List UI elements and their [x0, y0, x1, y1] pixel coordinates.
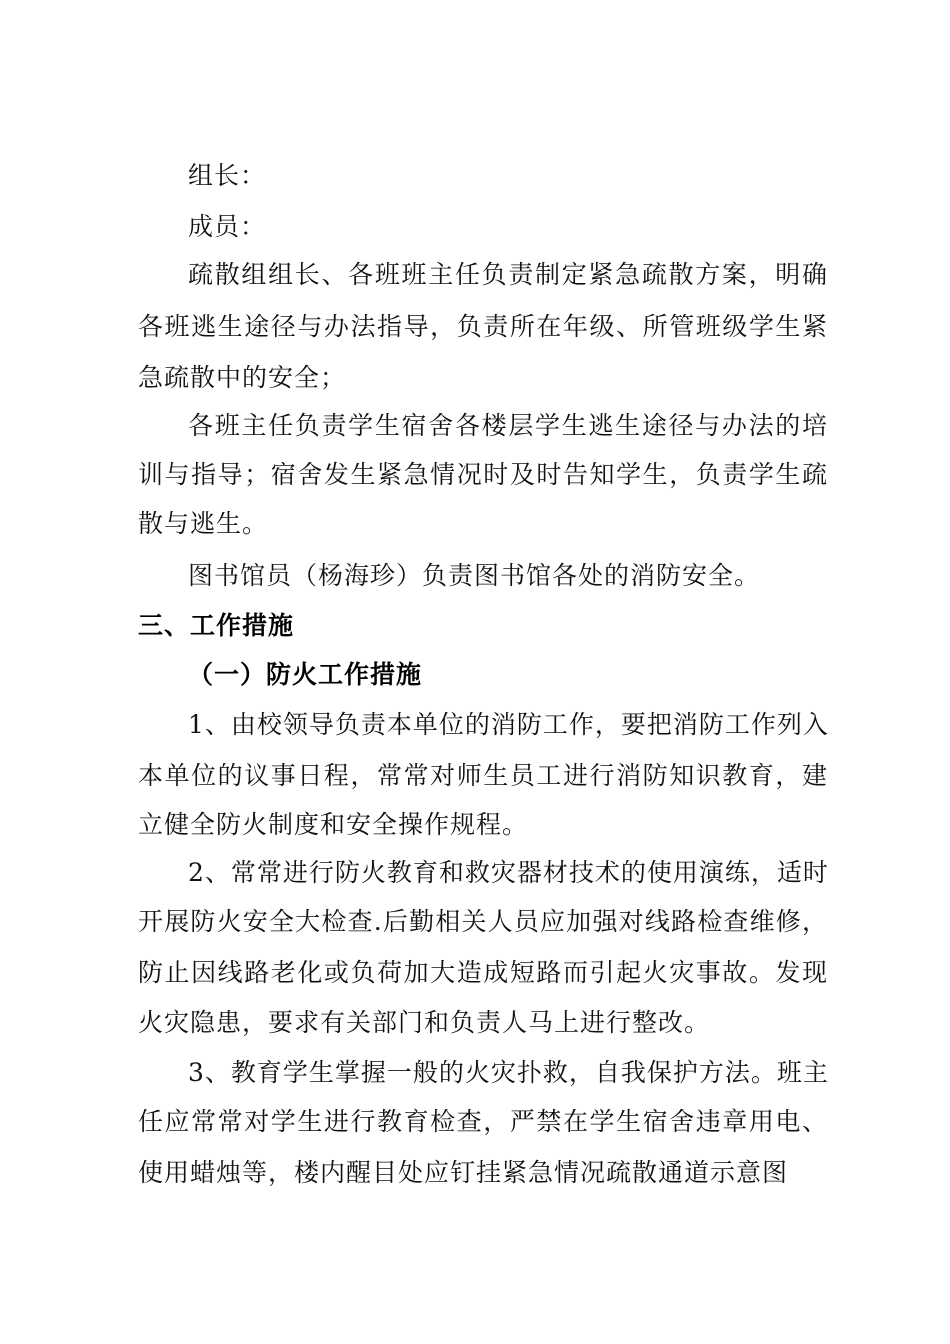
item-1-line: 1、由校领导负责本单位的消防工作，要把消防工作列入 — [188, 710, 829, 739]
paragraph-dormitory-line: 各班主任负责学生宿舍各楼层学生逃生途径与办法的培 — [188, 411, 828, 440]
leader-label: 组长： — [188, 161, 267, 190]
item-1-line: 立健全防火制度和安全操作规程。 — [138, 810, 529, 839]
paragraph-evacuation-line: 各班逃生途径与办法指导，负责所在年级、所管班级学生紧 — [138, 312, 828, 341]
item-3-line: 3、教育学生掌握一般的火灾扑救，自我保护方法。班主 — [188, 1058, 829, 1087]
item-2-line: 火灾隐患，要求有关部门和负责人马上进行整改。 — [138, 1008, 711, 1037]
section-heading: 三、工作措施 — [138, 611, 295, 640]
subsection-heading: （一）防火工作措施 — [188, 660, 423, 689]
paragraph-evacuation-line: 疏散组组长、各班班主任负责制定紧急疏散方案，明确 — [188, 260, 828, 289]
item-2-line: 开展防火安全大检查.后勤相关人员应加强对线路检查维修， — [138, 907, 828, 936]
item-3-line: 任应常常对学生进行教育检查，严禁在学生宿舍违章用电、 — [138, 1107, 828, 1136]
members-label: 成员： — [188, 212, 267, 241]
paragraph-dormitory-line: 训与指导；宿舍发生紧急情况时及时告知学生，负责学生疏 — [138, 460, 828, 489]
paragraph-library: 图书馆员（杨海珍）负责图书馆各处的消防安全。 — [188, 561, 761, 590]
paragraph-dormitory-line: 散与逃生。 — [138, 509, 269, 538]
item-2-line: 防止因线路老化或负荷加大造成短路而引起火灾事故。发现 — [138, 958, 828, 987]
item-3-line: 使用蜡烛等，楼内醒目处应钉挂紧急情况疏散通道示意图 — [138, 1158, 789, 1187]
item-2-line: 2、常常进行防火教育和救灾器材技术的使用演练，适时 — [188, 858, 829, 887]
item-1-line: 本单位的议事日程，常常对师生员工进行消防知识教育，建 — [138, 761, 828, 790]
paragraph-evacuation-line: 急疏散中的安全； — [138, 363, 347, 392]
